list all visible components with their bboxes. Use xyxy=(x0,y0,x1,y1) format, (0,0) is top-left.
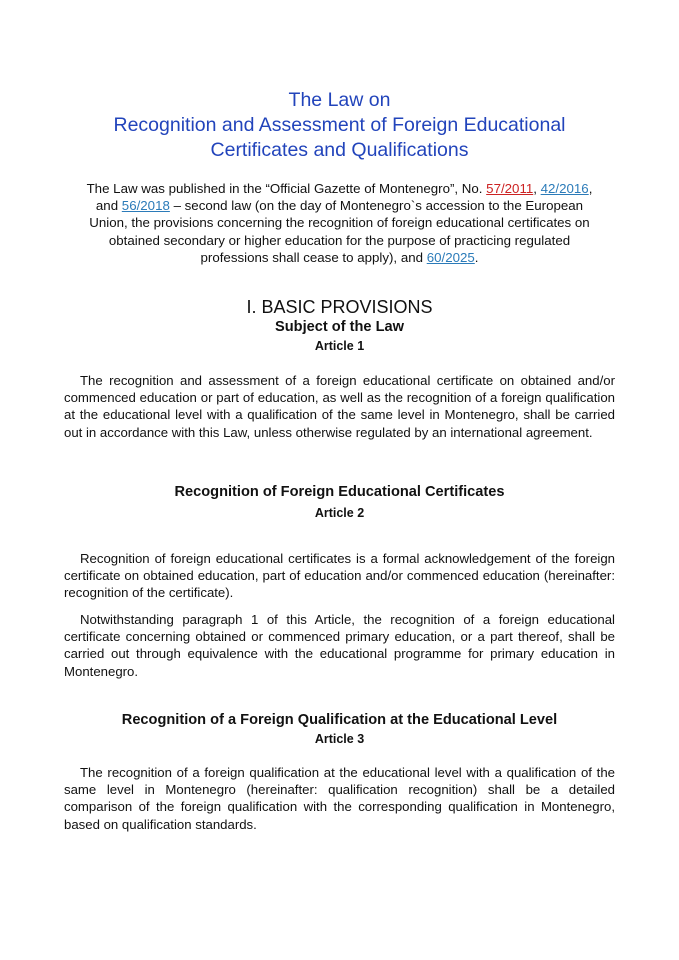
article-2-paragraph-2: Notwithstanding paragraph 1 of this Article, the recognition of a foreign educational certificate concerning obtained or commenced primary education, or a part thereof, shall be carried out through equivalence with the educational programme for primary education in Montenegro. xyxy=(64,612,615,679)
gazette-link-57-2011[interactable]: 57/2011 xyxy=(486,181,534,196)
publication-note xyxy=(82,180,597,266)
document-title-line-2: Recognition and Assessment of Foreign Educational xyxy=(113,114,566,136)
document-title-line-3: Certificates and Qualifications xyxy=(210,139,469,161)
gazette-link-56-2018[interactable]: 56/2018 xyxy=(121,198,170,214)
article-heading-3: Article 3 xyxy=(314,732,365,746)
publication-suffix: . xyxy=(474,249,479,265)
section-title-2: Recognition of Foreign Educational Certificates xyxy=(174,484,505,500)
section-title-1: Subject of the Law xyxy=(275,319,404,335)
article-3-paragraph-1: The recognition of a foreign qualification at the educational level with a qualification of the same level in Montenegro (hereinafter: qualification recognition) shall be a detailed comparison of the foreign qualification with the corresponding qualification in Montenegro, based on qualification standards. xyxy=(64,765,615,832)
article-1-paragraph-1: The recognition and assessment of a foreign educational certificate on obtained and/or commenced education or part of education, as well as the recognition of a foreign qualification at the educational level with a qualification of the same level in Montenegro, shall be carried out in accordance with this Law, unless otherwise regulated by an international agreement. xyxy=(64,373,615,440)
article-heading-1: Article 1 xyxy=(314,339,365,353)
publication-prefix: The Law was published in the “Official Gazette of Montenegro”, No. xyxy=(86,181,487,196)
document-title-line-1: The Law on xyxy=(288,89,391,111)
section-title-3: Recognition of a Foreign Qualification at the Educational Level xyxy=(121,712,558,728)
gazette-link-42-2016[interactable]: 42/2016 xyxy=(540,181,589,196)
gazette-link-60-2025[interactable]: 60/2025 xyxy=(426,249,475,265)
article-2-paragraph-1: Recognition of foreign educational certificates is a formal acknowledgement of the foreign certificate on obtained education, part of education and/or commenced education (hereinafter: recognition of the certificate). xyxy=(64,551,615,601)
separator: , and xyxy=(95,181,593,214)
article-heading-2: Article 2 xyxy=(314,506,365,520)
publication-middle: – second law (on the day of Montenegro`s accession to the European Union, the provisions concerning the recognition of foreign educational certificates on obtained secondary or higher education for the purpose of practicing regulated professions shall cease to apply), and xyxy=(89,198,590,265)
separator: , xyxy=(533,181,541,196)
part-title: I. BASIC PROVISIONS xyxy=(246,297,433,317)
